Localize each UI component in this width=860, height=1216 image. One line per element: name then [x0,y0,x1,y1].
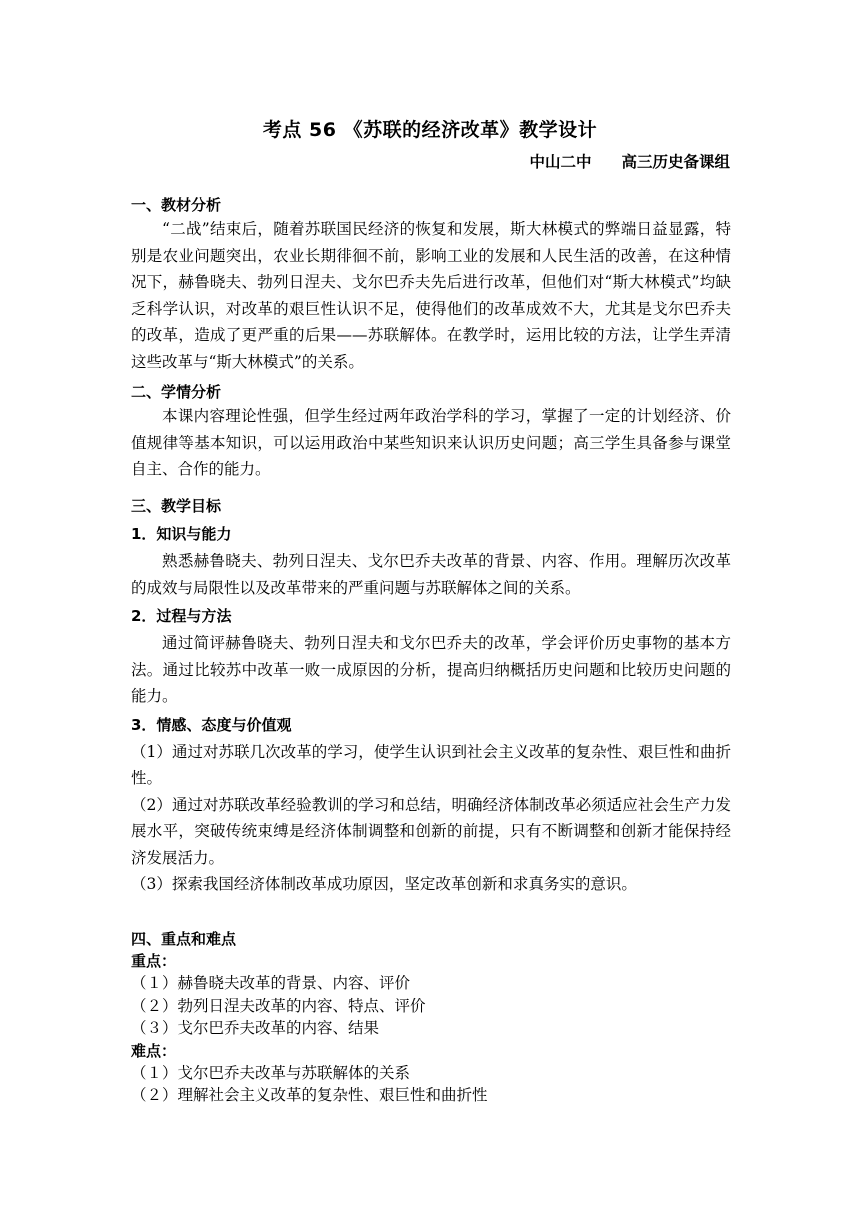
section-paragraph: 本课内容理论性强，但学生经过两年政治学科的学习，掌握了一定的计划经济、价值规律等基本知识，可以运用政治中某些知识来认识历史问题；高三学生具备参与课堂自主、合作的能力。 [131,407,731,478]
section-paragraph: “二战”结束后，随着苏联国民经济的恢复和发展，斯大林模式的弊端日益显露，特别是农业问题突出，农业长期徘徊不前，影响工业的发展和人民生活的改善，在这种情况下，赫鲁晓夫、勃列日涅夫、戈尔巴乔夫先后进行改革，但他们对“斯大林模式”均缺乏科学认识，对改革的艰巨性认识不足，使得他们的改革成效不大，尤其是戈尔巴乔夫的改革，造成了更严重的后果——苏联解体。在教学时，运用比较的方法，让学生弄清这些改革与“斯大林模式”的关系。 [131,220,731,371]
subsection-heading: 1．知识与能力 [131,525,232,543]
section-heading: 二、学情分析 [131,383,222,401]
difficult-point-item: （１）戈尔巴乔夫改革与苏联解体的关系 [131,1063,411,1082]
section-textbook-analysis [131,194,731,375]
section-heading: 三、教学目标 [131,497,222,515]
key-points-label: 重点： [131,952,177,970]
school-name: 中山二中 [529,153,592,171]
subsection-paragraph: 熟悉赫鲁晓夫、勃列日涅夫、戈尔巴乔夫改革的背景、内容、作用。理解历次改革的成效与局限性以及改革带来的严重问题与苏联解体之间的关系。 [131,552,731,597]
key-point-item: （１）赫鲁晓夫改革的背景、内容、评价 [131,974,411,992]
subsection-heading: 3．情感、态度与价值观 [131,715,292,734]
goal-item: （3）探索我国经济体制改革成功原因，坚定改革创新和求真务实的意识。 [131,875,637,893]
document-author-line [529,150,730,172]
section-teaching-goals [131,495,731,898]
key-point-item: （３）戈尔巴乔夫改革的内容、结果 [131,1019,380,1037]
section-student-analysis [131,381,731,483]
subsection-paragraph: 通过简评赫鲁晓夫、勃列日涅夫和戈尔巴乔夫的改革，学会评价历史事物的基本方法。通过比较苏中改革一败一成原因的分析，提高归纳概括历史问题和比较历史问题的能力。 [131,634,731,705]
section-key-points [131,928,731,1107]
key-point-item: （２）勃列日涅夫改革的内容、特点、评价 [131,996,426,1015]
document-title: 考点 56 《苏联的经济改革》教学设计 [262,119,598,141]
goal-item: （1）通过对苏联几次改革的学习，使学生认识到社会主义改革的复杂性、艰巨性和曲折性。 [131,742,731,787]
difficult-point-item: （２）理解社会主义改革的复杂性、艰巨性和曲折性 [131,1086,488,1104]
section-heading: 四、重点和难点 [131,930,237,948]
difficult-points-label: 难点： [131,1041,177,1060]
subsection-heading: 2．过程与方法 [131,607,232,625]
group-name: 高三历史备课组 [621,153,730,171]
section-heading: 一、教材分析 [131,196,222,214]
goal-item: （2）通过对苏联改革经验教训的学习和总结，明确经济体制改革必须适应社会生产力发展水平，突破传统束缚是经济体制调整和创新的前提，只有不断调整和创新才能保持经济发展活力。 [131,795,731,867]
